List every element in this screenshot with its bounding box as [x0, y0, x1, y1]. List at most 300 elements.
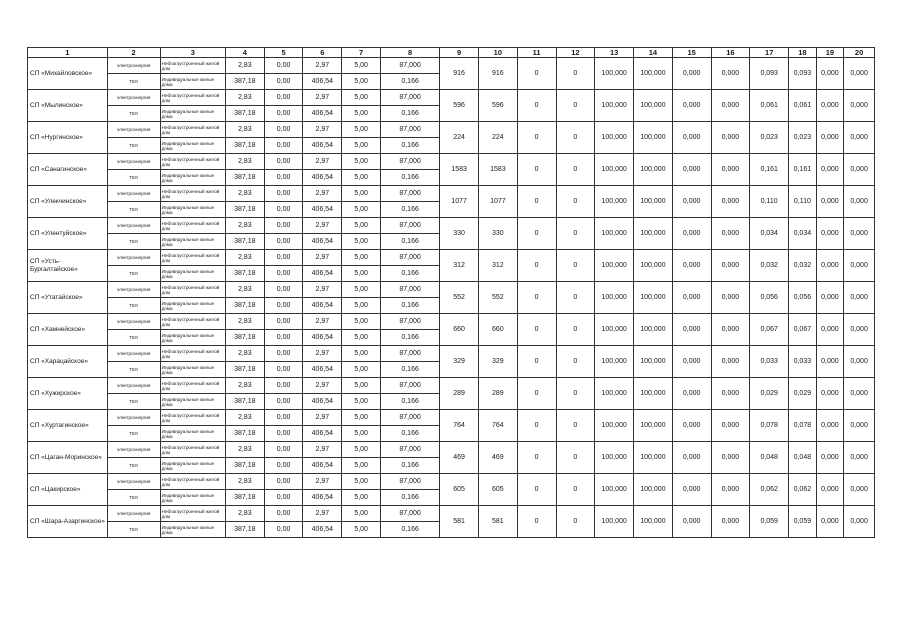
- value-c15: 0,000: [672, 506, 711, 538]
- value-c9: 605: [440, 474, 479, 506]
- value-c7: 5,00: [342, 490, 381, 506]
- settlement-name: СП «Нургинское»: [28, 122, 108, 154]
- value-c20: 0,000: [844, 122, 875, 154]
- value-c4: 387,18: [225, 202, 264, 218]
- column-header-19: 19: [816, 48, 844, 58]
- value-c8: 87,000: [381, 154, 440, 170]
- value-c4: 2,83: [225, 314, 264, 330]
- value-c12: 0: [556, 410, 595, 442]
- value-c4: 387,18: [225, 138, 264, 154]
- value-c7: 5,00: [342, 218, 381, 234]
- value-c12: 0: [556, 282, 595, 314]
- value-c16: 0,000: [711, 442, 750, 474]
- service-type: электроэнергия: [107, 186, 160, 202]
- value-c13: 100,000: [595, 282, 634, 314]
- value-c11: 0: [517, 58, 556, 90]
- value-c6: 2,97: [303, 58, 342, 74]
- value-c13: 100,000: [595, 410, 634, 442]
- value-c6: 406,54: [303, 106, 342, 122]
- value-c5: 0,00: [264, 266, 303, 282]
- dwelling-type: Индивидуальные жилые дома: [160, 522, 225, 538]
- settlement-name: СП «Улекчинское»: [28, 186, 108, 218]
- settlement-name: СП «Шара-Азаргинское»: [28, 506, 108, 538]
- column-header-6: 6: [303, 48, 342, 58]
- settlement-name: СП «Санагинское»: [28, 154, 108, 186]
- service-type: электроэнергия: [107, 250, 160, 266]
- value-c6: 406,54: [303, 74, 342, 90]
- value-c5: 0,00: [264, 138, 303, 154]
- value-c14: 100,000: [634, 186, 673, 218]
- value-c16: 0,000: [711, 410, 750, 442]
- dwelling-type: Неблагоустроенный жилой дом: [160, 378, 225, 394]
- value-c14: 100,000: [634, 122, 673, 154]
- value-c12: 0: [556, 250, 595, 282]
- value-c17: 0,161: [750, 154, 789, 186]
- service-type: ТКО: [107, 74, 160, 90]
- value-c19: 0,000: [816, 346, 844, 378]
- value-c6: 2,97: [303, 186, 342, 202]
- table-row-electricity: [28, 474, 875, 490]
- value-c6: 406,54: [303, 234, 342, 250]
- settlement-name: СП «Утатайское»: [28, 282, 108, 314]
- value-c5: 0,00: [264, 58, 303, 74]
- value-c17: 0,033: [750, 346, 789, 378]
- value-c12: 0: [556, 314, 595, 346]
- value-c20: 0,000: [844, 218, 875, 250]
- value-c6: 2,97: [303, 410, 342, 426]
- value-c18: 0,023: [789, 122, 817, 154]
- value-c12: 0: [556, 122, 595, 154]
- value-c14: 100,000: [634, 410, 673, 442]
- value-c19: 0,000: [816, 282, 844, 314]
- value-c4: 2,83: [225, 474, 264, 490]
- value-c18: 0,067: [789, 314, 817, 346]
- value-c11: 0: [517, 410, 556, 442]
- value-c4: 2,83: [225, 378, 264, 394]
- value-c19: 0,000: [816, 314, 844, 346]
- value-c17: 0,067: [750, 314, 789, 346]
- settlement-name: СП «Харацайское»: [28, 346, 108, 378]
- value-c20: 0,000: [844, 410, 875, 442]
- value-c18: 0,062: [789, 474, 817, 506]
- value-c14: 100,000: [634, 218, 673, 250]
- value-c7: 5,00: [342, 458, 381, 474]
- column-header-9: 9: [440, 48, 479, 58]
- tariff-table-sheet: [27, 47, 875, 538]
- column-header-8: 8: [381, 48, 440, 58]
- value-c7: 5,00: [342, 58, 381, 74]
- value-c7: 5,00: [342, 474, 381, 490]
- service-type: электроэнергия: [107, 410, 160, 426]
- value-c15: 0,000: [672, 474, 711, 506]
- value-c16: 0,000: [711, 282, 750, 314]
- value-c11: 0: [517, 346, 556, 378]
- value-c5: 0,00: [264, 250, 303, 266]
- value-c18: 0,059: [789, 506, 817, 538]
- dwelling-type: Неблагоустроенный жилой дом: [160, 90, 225, 106]
- value-c5: 0,00: [264, 90, 303, 106]
- dwelling-type: Индивидуальные жилые дома: [160, 170, 225, 186]
- value-c7: 5,00: [342, 314, 381, 330]
- value-c6: 406,54: [303, 266, 342, 282]
- value-c8: 0,166: [381, 298, 440, 314]
- value-c12: 0: [556, 186, 595, 218]
- value-c7: 5,00: [342, 186, 381, 202]
- value-c18: 0,034: [789, 218, 817, 250]
- value-c19: 0,000: [816, 186, 844, 218]
- value-c11: 0: [517, 154, 556, 186]
- value-c5: 0,00: [264, 202, 303, 218]
- service-type: электроэнергия: [107, 218, 160, 234]
- service-type: электроэнергия: [107, 378, 160, 394]
- value-c5: 0,00: [264, 474, 303, 490]
- dwelling-type: Индивидуальные жилые дома: [160, 266, 225, 282]
- value-c4: 387,18: [225, 362, 264, 378]
- value-c6: 2,97: [303, 90, 342, 106]
- value-c4: 2,83: [225, 442, 264, 458]
- value-c8: 87,000: [381, 506, 440, 522]
- value-c20: 0,000: [844, 474, 875, 506]
- value-c8: 87,000: [381, 442, 440, 458]
- value-c5: 0,00: [264, 394, 303, 410]
- value-c20: 0,000: [844, 154, 875, 186]
- table-row-electricity: [28, 410, 875, 426]
- value-c8: 0,166: [381, 426, 440, 442]
- service-type: ТКО: [107, 522, 160, 538]
- service-type: ТКО: [107, 106, 160, 122]
- value-c16: 0,000: [711, 154, 750, 186]
- service-type: ТКО: [107, 426, 160, 442]
- table-row-electricity: [28, 90, 875, 106]
- value-c7: 5,00: [342, 522, 381, 538]
- value-c14: 100,000: [634, 250, 673, 282]
- value-c5: 0,00: [264, 410, 303, 426]
- value-c18: 0,033: [789, 346, 817, 378]
- column-header-17: 17: [750, 48, 789, 58]
- dwelling-type: Индивидуальные жилые дома: [160, 138, 225, 154]
- value-c6: 406,54: [303, 394, 342, 410]
- column-number-header-row: [28, 48, 875, 58]
- value-c7: 5,00: [342, 410, 381, 426]
- value-c18: 0,048: [789, 442, 817, 474]
- column-header-1: 1: [28, 48, 108, 58]
- value-c16: 0,000: [711, 218, 750, 250]
- value-c13: 100,000: [595, 186, 634, 218]
- column-header-7: 7: [342, 48, 381, 58]
- value-c16: 0,000: [711, 314, 750, 346]
- value-c5: 0,00: [264, 346, 303, 362]
- value-c4: 2,83: [225, 122, 264, 138]
- value-c7: 5,00: [342, 298, 381, 314]
- dwelling-type: Неблагоустроенный жилой дом: [160, 186, 225, 202]
- value-c11: 0: [517, 218, 556, 250]
- value-c7: 5,00: [342, 122, 381, 138]
- value-c11: 0: [517, 282, 556, 314]
- service-type: ТКО: [107, 170, 160, 186]
- value-c4: 2,83: [225, 186, 264, 202]
- value-c8: 87,000: [381, 250, 440, 266]
- value-c18: 0,032: [789, 250, 817, 282]
- value-c17: 0,078: [750, 410, 789, 442]
- value-c18: 0,161: [789, 154, 817, 186]
- settlement-name: СП «Хуртагинское»: [28, 410, 108, 442]
- value-c13: 100,000: [595, 122, 634, 154]
- value-c14: 100,000: [634, 442, 673, 474]
- value-c18: 0,110: [789, 186, 817, 218]
- value-c6: 406,54: [303, 362, 342, 378]
- value-c15: 0,000: [672, 410, 711, 442]
- value-c15: 0,000: [672, 186, 711, 218]
- value-c6: 2,97: [303, 218, 342, 234]
- value-c19: 0,000: [816, 442, 844, 474]
- value-c4: 387,18: [225, 490, 264, 506]
- value-c13: 100,000: [595, 346, 634, 378]
- value-c11: 0: [517, 442, 556, 474]
- dwelling-type: Индивидуальные жилые дома: [160, 234, 225, 250]
- value-c16: 0,000: [711, 346, 750, 378]
- settlement-name: СП «Мылинское»: [28, 90, 108, 122]
- value-c15: 0,000: [672, 90, 711, 122]
- value-c15: 0,000: [672, 218, 711, 250]
- value-c19: 0,000: [816, 90, 844, 122]
- value-c11: 0: [517, 474, 556, 506]
- column-header-2: 2: [107, 48, 160, 58]
- value-c9: 660: [440, 314, 479, 346]
- value-c20: 0,000: [844, 442, 875, 474]
- value-c17: 0,048: [750, 442, 789, 474]
- value-c18: 0,061: [789, 90, 817, 122]
- table-row-electricity: [28, 442, 875, 458]
- value-c4: 2,83: [225, 154, 264, 170]
- value-c13: 100,000: [595, 378, 634, 410]
- value-c13: 100,000: [595, 442, 634, 474]
- column-header-13: 13: [595, 48, 634, 58]
- dwelling-type: Неблагоустроенный жилой дом: [160, 154, 225, 170]
- value-c8: 87,000: [381, 314, 440, 330]
- value-c7: 5,00: [342, 234, 381, 250]
- value-c8: 87,000: [381, 90, 440, 106]
- value-c20: 0,000: [844, 346, 875, 378]
- value-c6: 2,97: [303, 474, 342, 490]
- table-row-electricity: [28, 378, 875, 394]
- value-c10: 289: [478, 378, 517, 410]
- value-c17: 0,059: [750, 506, 789, 538]
- value-c20: 0,000: [844, 90, 875, 122]
- service-type: ТКО: [107, 458, 160, 474]
- value-c4: 387,18: [225, 266, 264, 282]
- value-c4: 2,83: [225, 506, 264, 522]
- table-row-electricity: [28, 218, 875, 234]
- service-type: ТКО: [107, 298, 160, 314]
- value-c19: 0,000: [816, 378, 844, 410]
- value-c5: 0,00: [264, 506, 303, 522]
- value-c8: 0,166: [381, 330, 440, 346]
- value-c19: 0,000: [816, 122, 844, 154]
- value-c5: 0,00: [264, 106, 303, 122]
- value-c10: 605: [478, 474, 517, 506]
- dwelling-type: Индивидуальные жилые дома: [160, 330, 225, 346]
- value-c11: 0: [517, 250, 556, 282]
- column-header-12: 12: [556, 48, 595, 58]
- value-c7: 5,00: [342, 138, 381, 154]
- value-c18: 0,078: [789, 410, 817, 442]
- value-c12: 0: [556, 346, 595, 378]
- service-type: ТКО: [107, 362, 160, 378]
- value-c8: 87,000: [381, 122, 440, 138]
- column-header-16: 16: [711, 48, 750, 58]
- value-c8: 0,166: [381, 138, 440, 154]
- value-c20: 0,000: [844, 378, 875, 410]
- value-c5: 0,00: [264, 170, 303, 186]
- value-c6: 406,54: [303, 138, 342, 154]
- table-row-electricity: [28, 314, 875, 330]
- service-type: электроэнергия: [107, 442, 160, 458]
- value-c4: 387,18: [225, 74, 264, 90]
- value-c8: 0,166: [381, 106, 440, 122]
- value-c6: 2,97: [303, 154, 342, 170]
- value-c4: 387,18: [225, 170, 264, 186]
- value-c10: 330: [478, 218, 517, 250]
- value-c15: 0,000: [672, 442, 711, 474]
- value-c5: 0,00: [264, 426, 303, 442]
- service-type: ТКО: [107, 234, 160, 250]
- value-c7: 5,00: [342, 250, 381, 266]
- value-c13: 100,000: [595, 250, 634, 282]
- value-c15: 0,000: [672, 314, 711, 346]
- table-row-electricity: [28, 186, 875, 202]
- value-c15: 0,000: [672, 282, 711, 314]
- value-c4: 387,18: [225, 522, 264, 538]
- value-c8: 0,166: [381, 490, 440, 506]
- value-c9: 552: [440, 282, 479, 314]
- value-c8: 0,166: [381, 266, 440, 282]
- value-c10: 916: [478, 58, 517, 90]
- value-c18: 0,029: [789, 378, 817, 410]
- value-c7: 5,00: [342, 362, 381, 378]
- value-c13: 100,000: [595, 218, 634, 250]
- value-c8: 87,000: [381, 58, 440, 74]
- dwelling-type: Неблагоустроенный жилой дом: [160, 346, 225, 362]
- value-c8: 87,000: [381, 474, 440, 490]
- value-c5: 0,00: [264, 314, 303, 330]
- value-c19: 0,000: [816, 474, 844, 506]
- value-c12: 0: [556, 506, 595, 538]
- value-c9: 916: [440, 58, 479, 90]
- value-c6: 406,54: [303, 426, 342, 442]
- value-c16: 0,000: [711, 90, 750, 122]
- value-c15: 0,000: [672, 122, 711, 154]
- value-c5: 0,00: [264, 122, 303, 138]
- value-c18: 0,093: [789, 58, 817, 90]
- value-c16: 0,000: [711, 122, 750, 154]
- table-row-electricity: [28, 122, 875, 138]
- value-c6: 406,54: [303, 202, 342, 218]
- value-c8: 0,166: [381, 458, 440, 474]
- value-c4: 387,18: [225, 234, 264, 250]
- dwelling-type: Неблагоустроенный жилой дом: [160, 506, 225, 522]
- value-c5: 0,00: [264, 330, 303, 346]
- value-c10: 469: [478, 442, 517, 474]
- column-header-15: 15: [672, 48, 711, 58]
- value-c5: 0,00: [264, 458, 303, 474]
- value-c6: 406,54: [303, 522, 342, 538]
- value-c16: 0,000: [711, 186, 750, 218]
- value-c13: 100,000: [595, 506, 634, 538]
- value-c7: 5,00: [342, 266, 381, 282]
- service-type: ТКО: [107, 490, 160, 506]
- value-c6: 2,97: [303, 314, 342, 330]
- value-c12: 0: [556, 58, 595, 90]
- dwelling-type: Неблагоустроенный жилой дом: [160, 58, 225, 74]
- value-c8: 87,000: [381, 218, 440, 234]
- value-c6: 2,97: [303, 282, 342, 298]
- service-type: электроэнергия: [107, 154, 160, 170]
- column-header-11: 11: [517, 48, 556, 58]
- table-row-electricity: [28, 346, 875, 362]
- value-c4: 387,18: [225, 298, 264, 314]
- dwelling-type: Индивидуальные жилые дома: [160, 458, 225, 474]
- value-c14: 100,000: [634, 314, 673, 346]
- value-c8: 87,000: [381, 410, 440, 426]
- value-c6: 2,97: [303, 378, 342, 394]
- value-c4: 387,18: [225, 330, 264, 346]
- value-c15: 0,000: [672, 346, 711, 378]
- value-c7: 5,00: [342, 106, 381, 122]
- value-c7: 5,00: [342, 346, 381, 362]
- value-c9: 312: [440, 250, 479, 282]
- service-type: электроэнергия: [107, 346, 160, 362]
- value-c8: 0,166: [381, 394, 440, 410]
- value-c4: 387,18: [225, 458, 264, 474]
- dwelling-type: Индивидуальные жилые дома: [160, 362, 225, 378]
- value-c5: 0,00: [264, 218, 303, 234]
- value-c4: 2,83: [225, 410, 264, 426]
- value-c7: 5,00: [342, 330, 381, 346]
- dwelling-type: Неблагоустроенный жилой дом: [160, 410, 225, 426]
- value-c12: 0: [556, 154, 595, 186]
- value-c7: 5,00: [342, 154, 381, 170]
- value-c9: 329: [440, 346, 479, 378]
- value-c19: 0,000: [816, 506, 844, 538]
- value-c5: 0,00: [264, 490, 303, 506]
- column-header-3: 3: [160, 48, 225, 58]
- value-c14: 100,000: [634, 378, 673, 410]
- value-c15: 0,000: [672, 250, 711, 282]
- value-c5: 0,00: [264, 362, 303, 378]
- service-type: электроэнергия: [107, 90, 160, 106]
- value-c11: 0: [517, 314, 556, 346]
- value-c19: 0,000: [816, 154, 844, 186]
- dwelling-type: Неблагоустроенный жилой дом: [160, 442, 225, 458]
- value-c7: 5,00: [342, 282, 381, 298]
- dwelling-type: Неблагоустроенный жилой дом: [160, 218, 225, 234]
- value-c20: 0,000: [844, 282, 875, 314]
- value-c9: 596: [440, 90, 479, 122]
- value-c11: 0: [517, 122, 556, 154]
- value-c10: 1077: [478, 186, 517, 218]
- value-c19: 0,000: [816, 250, 844, 282]
- value-c7: 5,00: [342, 90, 381, 106]
- value-c5: 0,00: [264, 154, 303, 170]
- value-c14: 100,000: [634, 474, 673, 506]
- value-c15: 0,000: [672, 378, 711, 410]
- value-c19: 0,000: [816, 58, 844, 90]
- value-c5: 0,00: [264, 234, 303, 250]
- column-header-4: 4: [225, 48, 264, 58]
- value-c8: 0,166: [381, 202, 440, 218]
- value-c4: 2,83: [225, 346, 264, 362]
- value-c8: 0,166: [381, 522, 440, 538]
